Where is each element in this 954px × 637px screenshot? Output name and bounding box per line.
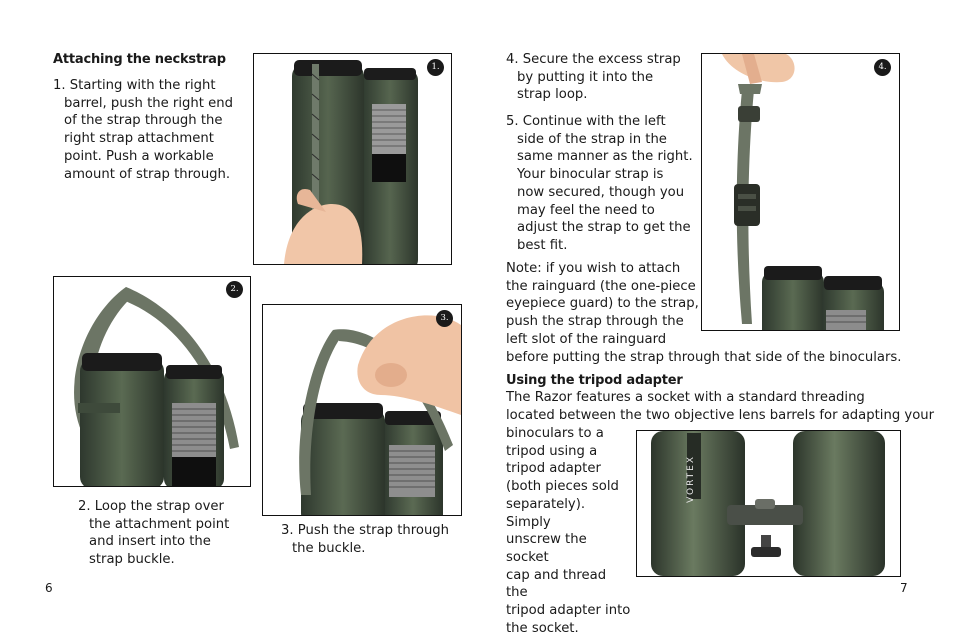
note-text: Note: if you wish to attach the rainguard (the one-piece eyepiece guard) to the strap, push the strap through the left slot of the rainguard before putting the strap through that side of the binoculars. [506, 261, 902, 365]
figure-4-badge: 4. [874, 59, 891, 76]
figure-1 [253, 53, 452, 265]
step4-text: 4. Secure the excess strap by putting it into the strap loop. [506, 52, 681, 103]
tripod-narrow-text: binoculars to a tripod using a tripod adapter (both pieces sold separately). Simply unscrew the socket cap and thread the tripod adapter into the socket. [506, 426, 631, 636]
page-number-left: 6 [45, 581, 53, 595]
figure-2-badge: 2. [226, 281, 243, 298]
figure-3 [262, 304, 462, 516]
figure-1-badge: 1. [427, 59, 444, 76]
step3-text: 3. Push the strap through the buckle. [281, 523, 450, 556]
step2-text: 2. Loop the strap over the attachment point and insert into the strap buckle. [78, 499, 230, 568]
figure-2-illustration [54, 277, 250, 486]
step5-text: 5. Continue with the left side of the strap in the same manner as the right. Your binocular strap is now secured, though you may feel the need to adjust the strap to get the best fit. [506, 114, 693, 253]
figure-1-illustration [254, 54, 451, 264]
figure-2 [53, 276, 251, 487]
figure-3-illustration [263, 305, 461, 515]
figure-tripod-illustration [637, 431, 900, 576]
step1-text: 1. Starting with the right barrel, push the right end of the strap through the right strap attachment point. Push a workable amount of strap through. [53, 78, 233, 182]
tripod-wide-text: The Razor features a socket with a standard threading located between the two objective lens barrels for adapting your [506, 390, 935, 423]
brand-mark: VORTEX [686, 454, 696, 503]
tripod-heading: Using the tripod adapter [506, 373, 683, 388]
figure-3-badge: 3. [436, 310, 453, 327]
neckstrap-heading: Attaching the neckstrap [53, 52, 226, 67]
page-number-right: 7 [900, 581, 908, 595]
figure-tripod [636, 430, 901, 577]
